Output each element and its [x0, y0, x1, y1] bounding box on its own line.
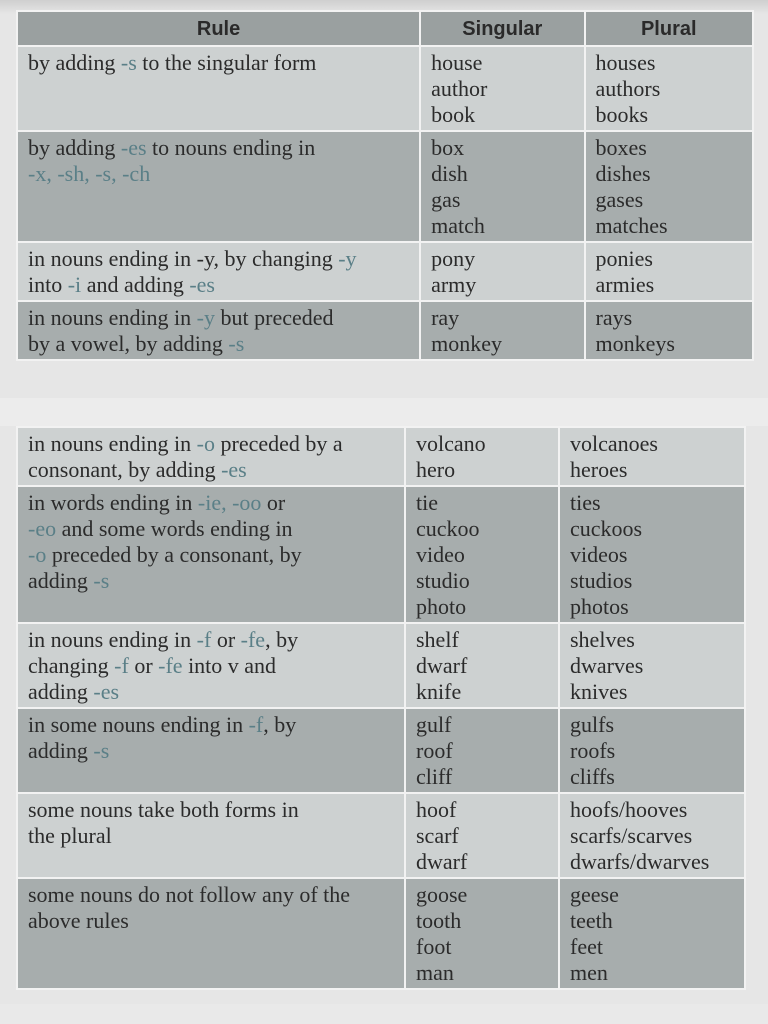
singular-word: ray — [431, 305, 460, 330]
plural-word: teeth — [570, 908, 613, 933]
plural-word: dwarves — [570, 653, 644, 678]
table-row — [17, 486, 745, 623]
plural-word: ponies — [595, 246, 653, 271]
plural-cell — [559, 708, 745, 793]
suffix-text: -fe — [158, 653, 183, 678]
rule-text: adding — [28, 568, 94, 593]
singular-word: book — [431, 102, 476, 127]
suffix-text: -s — [93, 568, 110, 593]
singular-word: volcano — [416, 431, 486, 456]
suffix-text: -es — [189, 272, 215, 297]
suffix-text: -es — [221, 457, 247, 482]
suffix-text: -f — [114, 653, 129, 678]
plural-word: feet — [570, 934, 603, 959]
rule-text: some nouns do not follow any of the — [28, 882, 351, 907]
plural-word: ties — [570, 490, 601, 515]
rule-text: into v and — [182, 653, 277, 678]
plural-word: cliffs — [570, 764, 615, 789]
plural-word: rays — [595, 305, 633, 330]
plural-word: roofs — [570, 738, 616, 763]
plural-word: photos — [570, 594, 629, 619]
rule-text: , by — [263, 712, 297, 737]
singular-word: video — [416, 542, 465, 567]
singular-cell — [420, 131, 584, 242]
suffix-text: -es — [93, 679, 120, 704]
suffix-text: -f — [248, 712, 264, 737]
table-header-row — [17, 11, 753, 46]
rule-text: and some words ending in — [56, 516, 293, 541]
plural-word: boxes — [595, 135, 647, 160]
suffix-text: -fe — [240, 627, 266, 652]
rule-text: in nouns ending in — [28, 627, 197, 652]
suffix-text: -es — [120, 135, 147, 160]
rule-cell — [17, 486, 405, 623]
singular-cell — [405, 623, 559, 708]
plural-word: shelves — [570, 627, 635, 652]
plural-word: houses — [595, 50, 656, 75]
rule-text: preceded by a — [215, 431, 343, 456]
table-row — [17, 793, 745, 878]
plural-cell — [559, 793, 745, 878]
rule-cell — [17, 131, 420, 242]
plural-word: armies — [595, 272, 655, 297]
singular-word: monkey — [431, 331, 502, 356]
table-row — [17, 46, 753, 131]
plural-word: videos — [570, 542, 628, 567]
rule-text: to the singular form — [136, 50, 317, 75]
plural-word: geese — [570, 882, 619, 907]
table-2-body — [17, 427, 745, 989]
rule-text: adding — [28, 738, 94, 763]
singular-word: dwarf — [416, 849, 468, 874]
singular-cell — [420, 46, 584, 131]
rule-cell — [17, 623, 405, 708]
suffix-text: -eo — [28, 516, 57, 541]
singular-word: match — [431, 213, 485, 238]
singular-word: studio — [416, 568, 470, 593]
rule-text: in nouns ending in -y, by changing — [28, 246, 339, 271]
rule-text: and adding — [81, 272, 190, 297]
rule-text: by adding — [28, 50, 121, 75]
singular-cell — [420, 301, 584, 360]
suffix-text: -s — [120, 50, 137, 75]
plural-cell — [559, 878, 745, 989]
plural-word: books — [595, 102, 649, 127]
rule-text: some nouns take both forms in — [28, 797, 299, 822]
rule-cell — [17, 242, 420, 301]
suffix-text: -s — [228, 331, 245, 356]
rule-cell — [17, 708, 405, 793]
suffix-text: -y — [196, 305, 215, 330]
table-row — [17, 242, 753, 301]
rule-text: , by — [265, 627, 299, 652]
plural-word: authors — [595, 76, 661, 101]
singular-word: cliff — [416, 764, 453, 789]
singular-word: shelf — [416, 627, 459, 652]
plural-word: knives — [570, 679, 628, 704]
plural-word: heroes — [570, 457, 628, 482]
rule-cell — [17, 301, 420, 360]
plural-rules-table-1 — [16, 10, 754, 361]
singular-word: author — [431, 76, 488, 101]
singular-word: goose — [416, 882, 468, 907]
singular-word: photo — [416, 594, 467, 619]
table-row — [17, 427, 745, 486]
suffix-text: -i — [67, 272, 82, 297]
plural-word: scarfs/scarves — [570, 823, 693, 848]
plural-column-header: Plural — [585, 11, 753, 46]
suffix-text: -ie, -oo — [197, 490, 262, 515]
singular-word: scarf — [416, 823, 459, 848]
rule-text: to nouns ending in — [146, 135, 316, 160]
plural-cell — [585, 131, 753, 242]
singular-word: tie — [416, 490, 438, 515]
singular-column-header: Singular — [420, 11, 584, 46]
plural-word: gulfs — [570, 712, 614, 737]
rule-text: preceded by a consonant, by — [46, 542, 302, 567]
singular-word: army — [431, 272, 477, 297]
rule-text: adding — [28, 679, 94, 704]
table-row — [17, 708, 745, 793]
plural-cell — [585, 46, 753, 131]
singular-word: box — [431, 135, 465, 160]
rule-text: the plural — [28, 823, 112, 848]
rule-text: in some nouns ending in — [28, 712, 249, 737]
singular-word: house — [431, 50, 483, 75]
singular-cell — [405, 486, 559, 623]
rule-cell — [17, 46, 420, 131]
rule-text: or — [261, 490, 286, 515]
table-row — [17, 623, 745, 708]
plural-word: hoofs/hooves — [570, 797, 688, 822]
rule-text: in nouns ending in — [28, 305, 197, 330]
rule-text: in words ending in — [28, 490, 198, 515]
rule-text: or — [128, 653, 159, 678]
singular-word: hero — [416, 457, 456, 482]
plural-word: men — [570, 960, 608, 985]
singular-word: roof — [416, 738, 453, 763]
singular-cell — [405, 878, 559, 989]
singular-word: gas — [431, 187, 461, 212]
suffix-text: -o — [196, 431, 215, 456]
rule-text: but preceded — [215, 305, 334, 330]
rule-cell — [17, 427, 405, 486]
suffix-text: -x, -sh, -s, -ch — [28, 161, 151, 186]
singular-word: tooth — [416, 908, 462, 933]
plural-cell — [559, 427, 745, 486]
singular-word: foot — [416, 934, 452, 959]
singular-word: knife — [416, 679, 462, 704]
singular-word: dish — [431, 161, 468, 186]
rule-text: above rules — [28, 908, 129, 933]
plural-word: studios — [570, 568, 633, 593]
singular-cell — [420, 242, 584, 301]
rule-text: changing — [28, 653, 115, 678]
rule-text: by adding — [28, 135, 121, 160]
plural-word: matches — [595, 213, 668, 238]
table-1-body — [17, 46, 753, 360]
plural-cell — [585, 242, 753, 301]
suffix-text: -y — [338, 246, 357, 271]
rule-cell — [17, 793, 405, 878]
plural-word: dwarfs/dwarves — [570, 849, 710, 874]
table-row — [17, 301, 753, 360]
plural-cell — [559, 486, 745, 623]
singular-cell — [405, 427, 559, 486]
singular-word: man — [416, 960, 454, 985]
rule-text: by a vowel, by adding — [28, 331, 229, 356]
suffix-text: -s — [93, 738, 110, 763]
suffix-text: -f — [196, 627, 212, 652]
rule-column-header: Rule — [17, 11, 420, 46]
plural-word: dishes — [595, 161, 651, 186]
plural-word: gases — [595, 187, 644, 212]
singular-word: gulf — [416, 712, 452, 737]
rule-text: or — [211, 627, 241, 652]
singular-cell — [405, 793, 559, 878]
rule-text: consonant, by adding — [28, 457, 222, 482]
plural-rules-table-2 — [16, 426, 746, 990]
suffix-text: -o — [28, 542, 47, 567]
plural-cell — [559, 623, 745, 708]
plural-cell — [585, 301, 753, 360]
plural-word: monkeys — [595, 331, 675, 356]
table-row — [17, 878, 745, 989]
page-gap — [0, 398, 768, 426]
singular-word: hoof — [416, 797, 457, 822]
singular-word: pony — [431, 246, 476, 271]
rule-text: into — [28, 272, 68, 297]
plural-word: volcanoes — [570, 431, 658, 456]
singular-word: dwarf — [416, 653, 468, 678]
rule-cell — [17, 878, 405, 989]
page-bottom-edge — [0, 1004, 768, 1024]
table-row — [17, 131, 753, 242]
rule-text: in nouns ending in — [28, 431, 197, 456]
singular-cell — [405, 708, 559, 793]
plural-word: cuckoos — [570, 516, 643, 541]
singular-word: cuckoo — [416, 516, 480, 541]
